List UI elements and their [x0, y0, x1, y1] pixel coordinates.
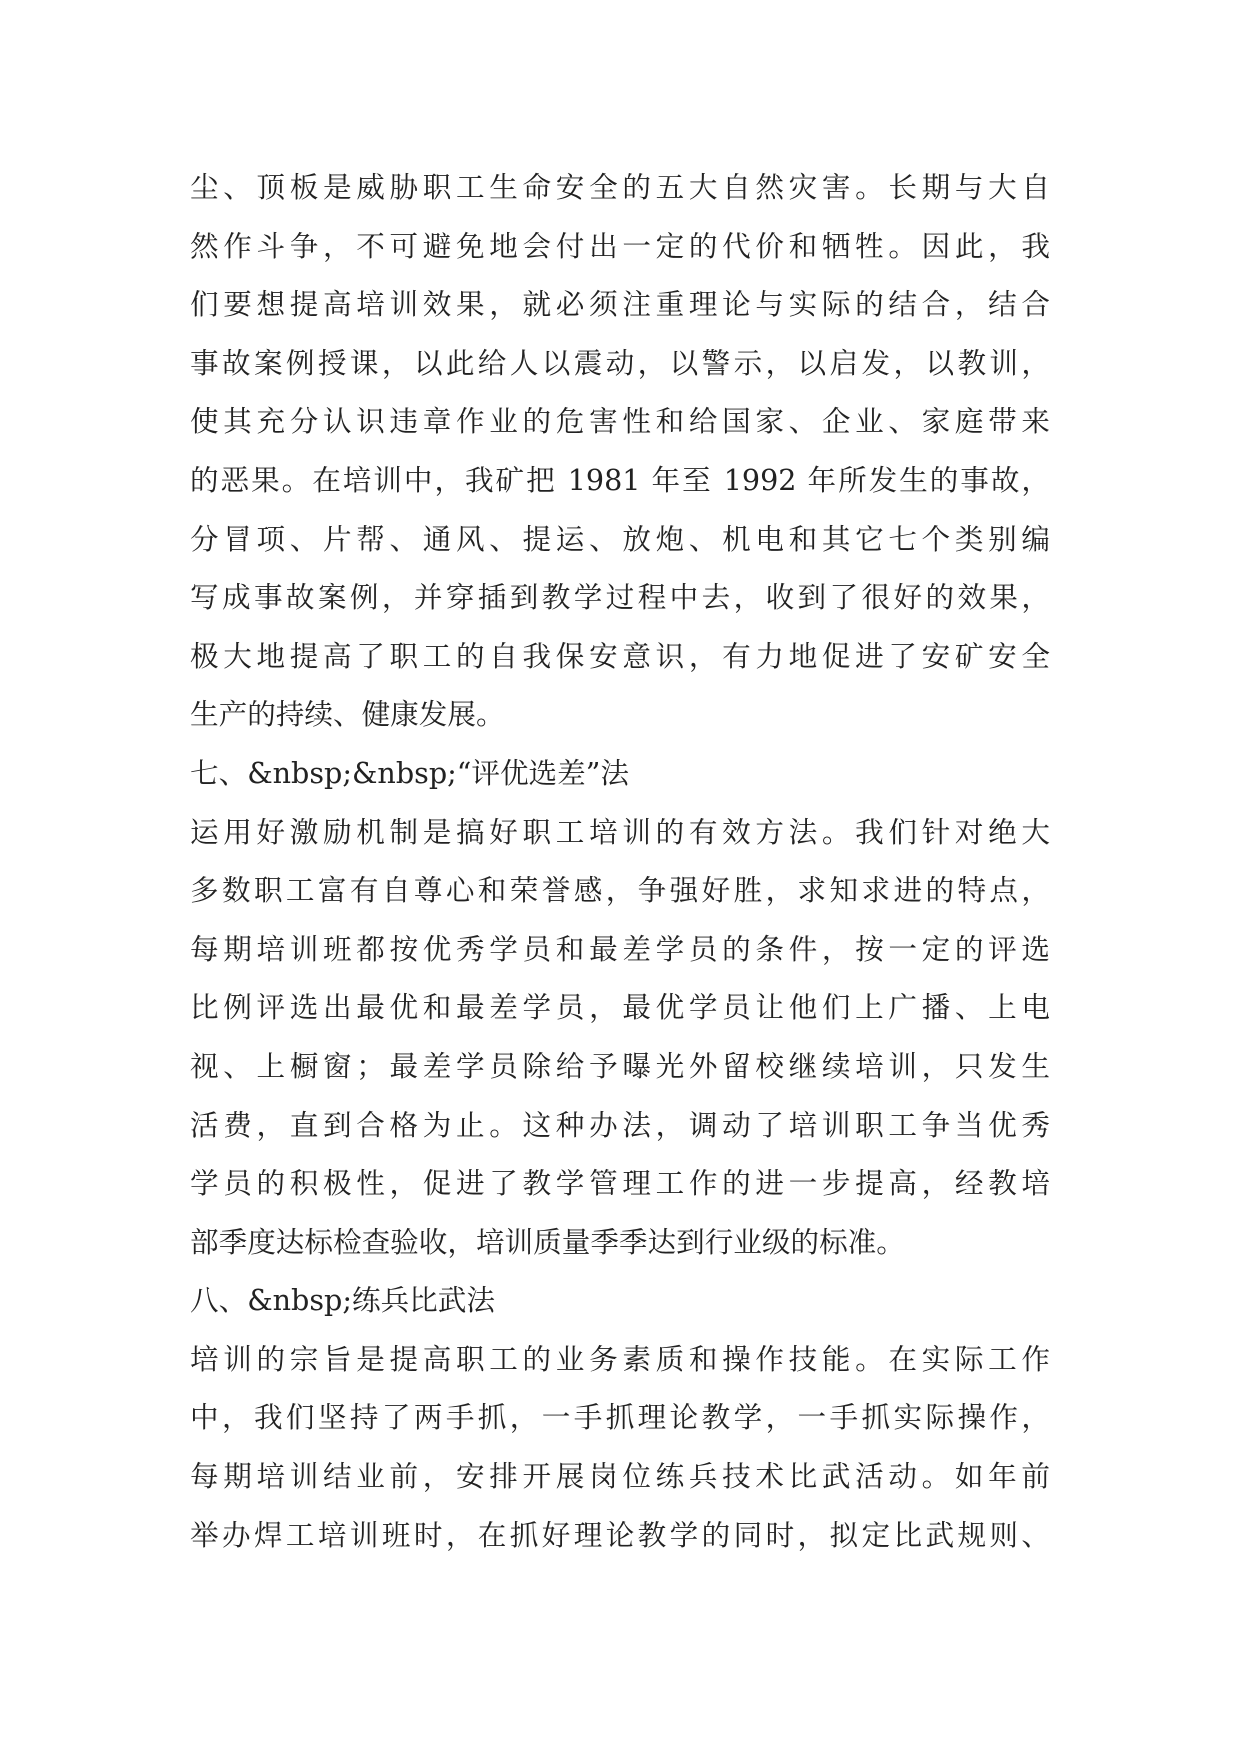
- body-line: 比例评选出最优和最差学员，最优学员让他们上广播、上电: [190, 990, 1050, 1025]
- body-line: 活费，直到合格为止。这种办法，调动了培训职工争当优秀: [190, 1107, 1050, 1142]
- body-line: 每期培训班都按优秀学员和最差学员的条件，按一定的评选: [190, 931, 1050, 966]
- body-line: 举办焊工培训班时，在抓好理论教学的同时，拟定比武规则、: [190, 1517, 1050, 1552]
- body-line: 的恶果。在培训中，我矿把 1981 年至 1992 年所发生的事故，: [190, 462, 1050, 497]
- body-line: 事故案例授课，以此给人以震动，以警示，以启发，以教训，: [190, 345, 1050, 380]
- body-line: 多数职工富有自尊心和荣誉感，争强好胜，求知求进的特点，: [190, 873, 1050, 908]
- document-body: [190, 158, 1050, 1564]
- section-heading: 八、&nbsp;练兵比武法: [190, 1283, 495, 1318]
- body-line: 视、上橱窗；最差学员除给予曝光外留校继续培训，只发生: [190, 1048, 1050, 1083]
- body-line: 培训的宗旨是提高职工的业务素质和操作技能。在实际工作: [190, 1341, 1050, 1376]
- body-line: 运用好激励机制是搞好职工培训的有效方法。我们针对绝大: [190, 814, 1050, 849]
- body-line: 部季度达标检查验收，培训质量季季达到行业级的标准。: [190, 1224, 905, 1259]
- body-line: 中，我们坚持了两手抓，一手抓理论教学，一手抓实际操作，: [190, 1400, 1050, 1435]
- body-line: 学员的积极性，促进了教学管理工作的进一步提高，经教培: [190, 1166, 1050, 1201]
- body-line: 极大地提高了职工的自我保安意识，有力地促进了安矿安全: [190, 638, 1050, 673]
- section-heading: 七、&nbsp;&nbsp;“评优选差”法: [190, 755, 629, 790]
- body-line: 生产的持续、健康发展。: [190, 697, 505, 732]
- body-line: 分冒项、片帮、通风、提运、放炮、机电和其它七个类别编: [190, 521, 1050, 556]
- body-line: 每期培训结业前，安排开展岗位练兵技术比武活动。如年前: [190, 1459, 1050, 1494]
- body-line: 然作斗争，不可避免地会付出一定的代价和牺牲。因此，我: [190, 228, 1050, 263]
- body-line: 使其充分认识违章作业的危害性和给国家、企业、家庭带来: [190, 404, 1050, 439]
- body-line: 写成事故案例，并穿插到教学过程中去，收到了很好的效果，: [190, 580, 1050, 615]
- body-line: 们要想提高培训效果，就必须注重理论与实际的结合，结合: [190, 287, 1050, 322]
- body-line: 尘、顶板是威胁职工生命安全的五大自然灾害。长期与大自: [190, 170, 1050, 204]
